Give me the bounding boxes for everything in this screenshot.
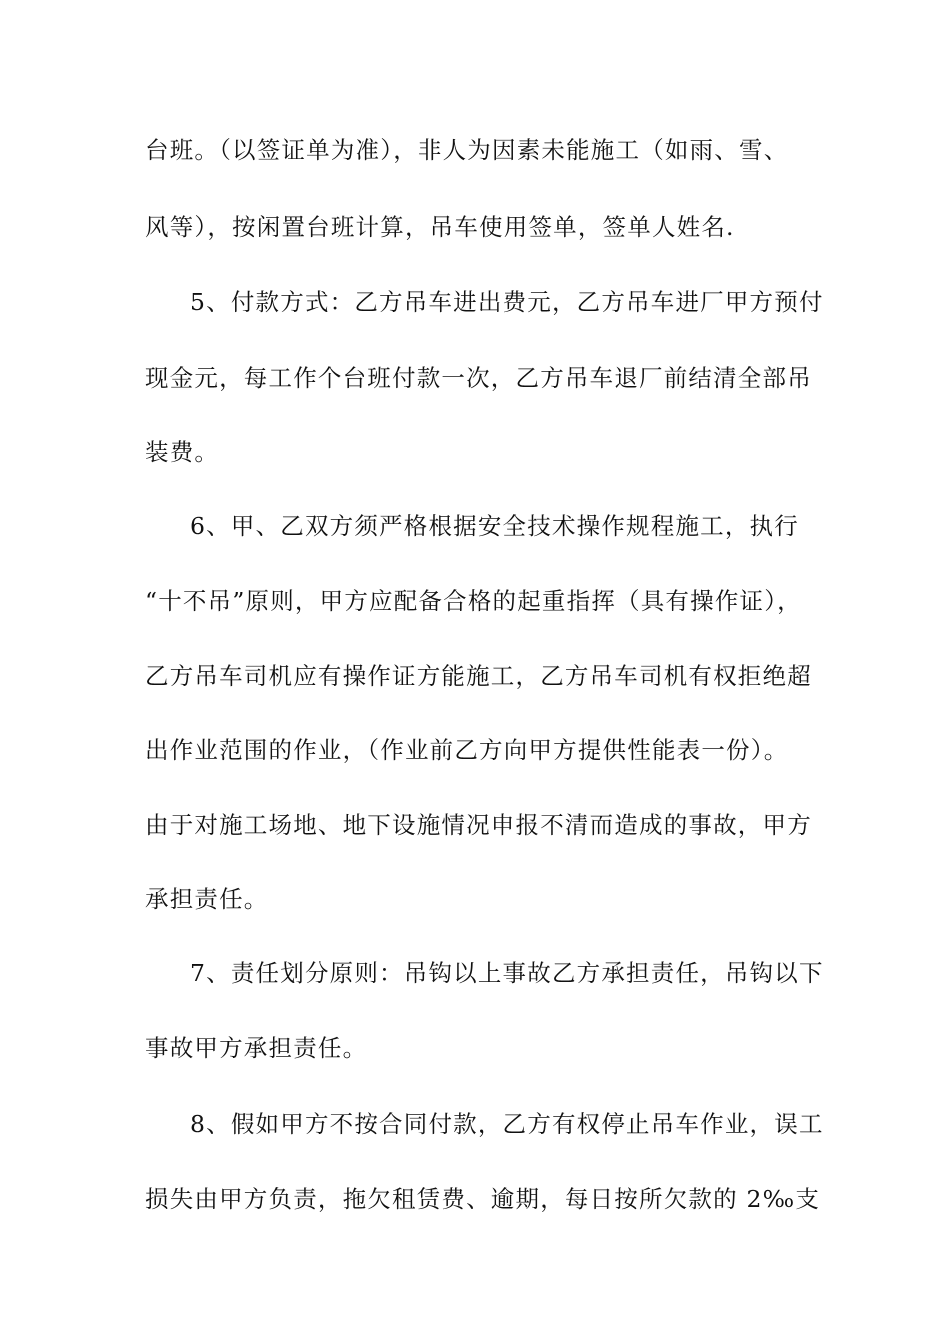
clause-6-line: 6、甲、乙双方须严格根据安全技术操作规程施工，执行 [190, 512, 799, 540]
paragraph-line: 事故甲方承担责任。 [145, 1034, 368, 1062]
paragraph-line: 损失由甲方负责，拖欠租赁费、逾期，每日按所欠款的 2‰支 [145, 1185, 821, 1213]
clause-5-line: 5、付款方式：乙方吊车进出费元，乙方吊车进厂甲方预付 [190, 288, 824, 316]
paragraph-line: “十不吊”原则，甲方应配备合格的起重指挥（具有操作证）， [145, 587, 802, 615]
paragraph-line: 乙方吊车司机应有操作证方能施工，乙方吊车司机有权拒绝超 [145, 662, 812, 690]
clause-7-line: 7、责任划分原则：吊钩以上事故乙方承担责任，吊钩以下 [190, 959, 824, 987]
paragraph-line: 承担责任。 [145, 885, 269, 913]
paragraph-line: 装费。 [145, 438, 220, 466]
paragraph-line: 台班。（以签证单为准），非人为因素未能施工（如雨、雪、 [145, 136, 789, 164]
paragraph-line: 出作业范围的作业，（作业前乙方向甲方提供性能表一份）。 [145, 736, 789, 764]
clause-8-line: 8、假如甲方不按合同付款，乙方有权停止吊车作业，误工 [190, 1110, 824, 1138]
paragraph-line: 现金元，每工作个台班付款一次，乙方吊车退厂前结清全部吊 [145, 364, 812, 392]
paragraph-line: 由于对施工场地、地下设施情况申报不清而造成的事故，甲方 [145, 811, 812, 839]
paragraph-line: 风等），按闲置台班计算，吊车使用签单，签单人姓名. [145, 213, 735, 241]
